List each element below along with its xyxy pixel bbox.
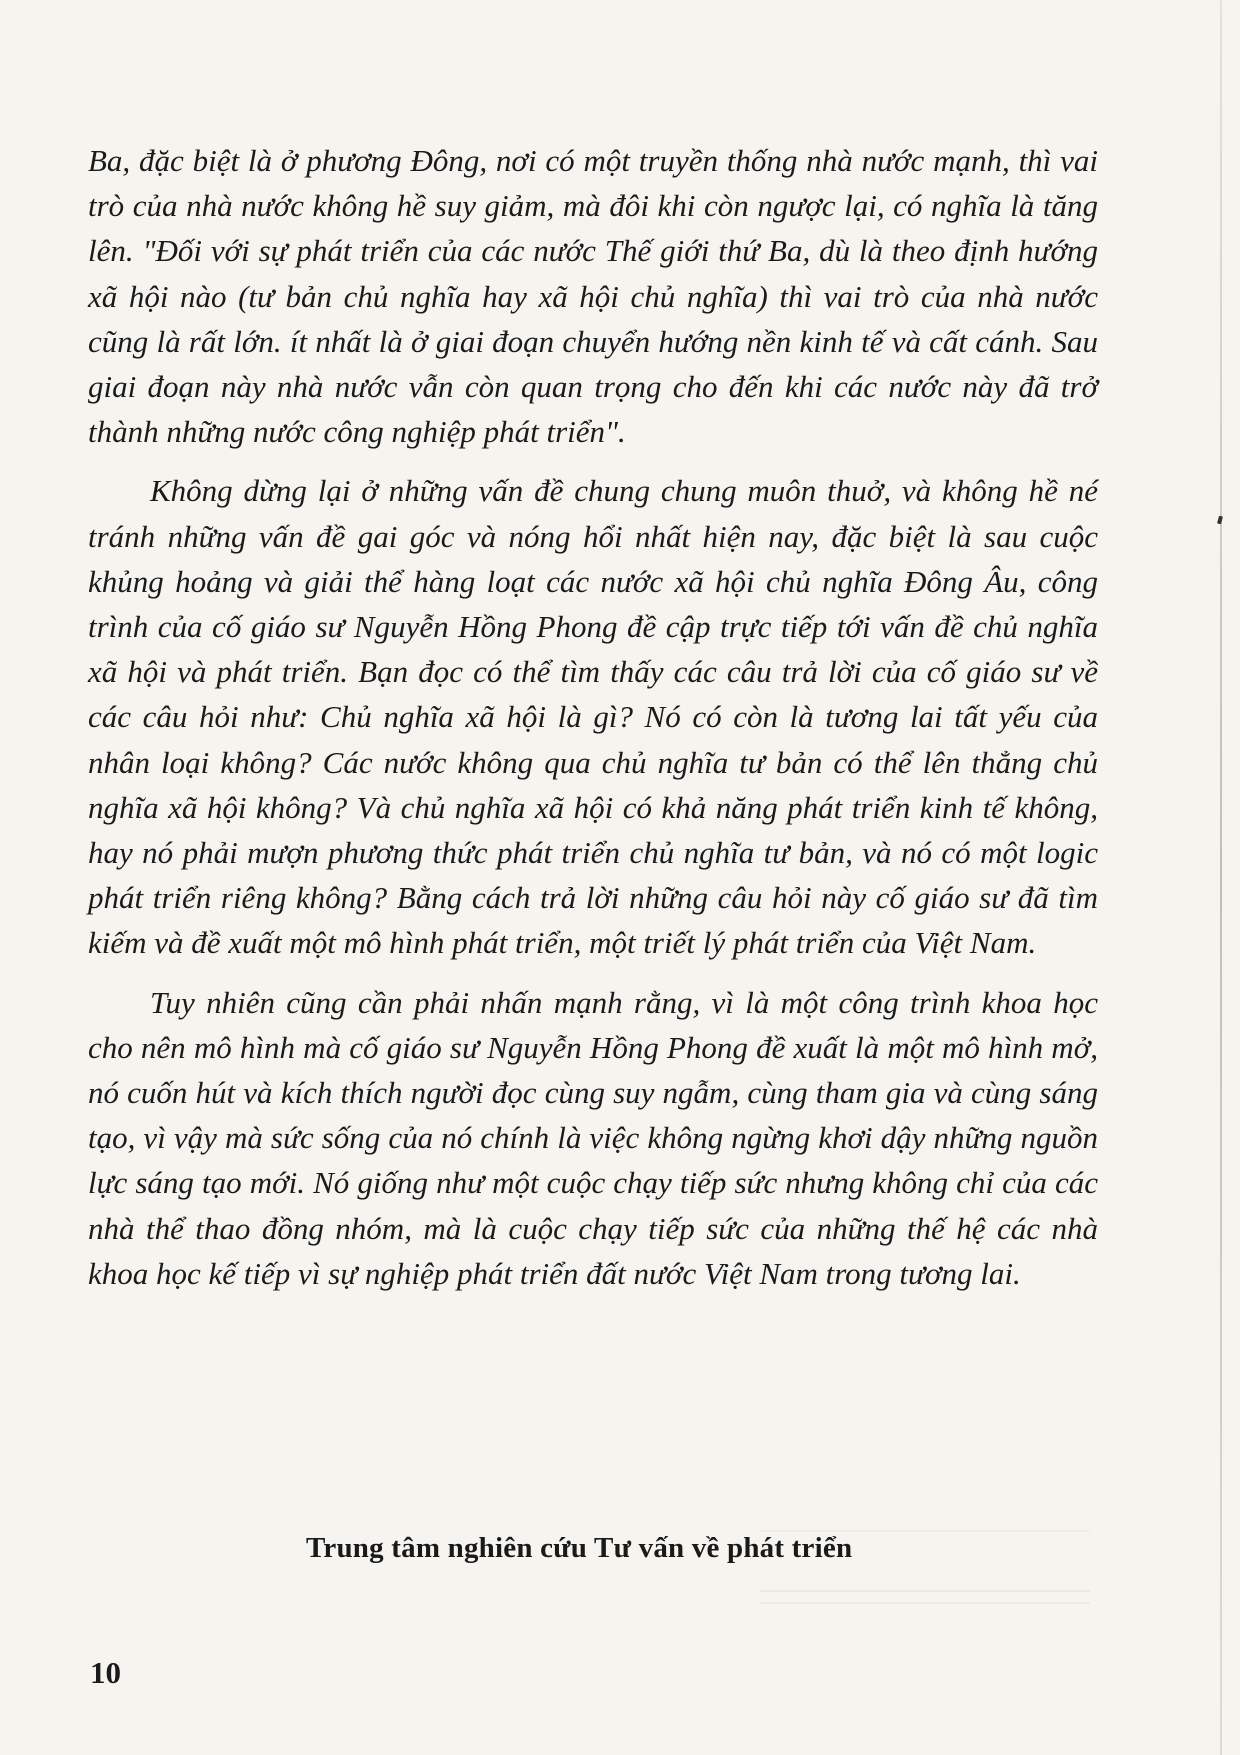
page-edge-shadow: [1220, 0, 1222, 1755]
paragraph-2: Không dừng lại ở những vấn đề chung chung muôn thuở, và không hề né tránh những vấn đề gai góc và nóng hổi nhất hiện nay, đặc biệt là sau cuộc khủng hoảng và giải thể hàng loạt các nước xã hội chủ nghĩa Đông Âu, công trình của cố giáo sư Nguyễn Hồng Phong đề cập trực tiếp tới vấn đề chủ nghĩa xã hội và phát triển. Bạn đọc có thể tìm thấy các câu trả lời của cố giáo sư về các câu hỏi như: Chủ nghĩa xã hội là gì? Nó có còn là tương lai tất yếu của nhân loại không? Các nước không qua chủ nghĩa tư bản có thể lên thẳng chủ nghĩa xã hội không? Và chủ nghĩa xã hội có khả năng phát triển kinh tế không, hay nó phải mượn phương thức phát triển chủ nghĩa tư bản, và nó có một logic phát triển riêng không? Bằng cách trả lời những câu hỏi này cố giáo sư đã tìm kiếm và đề xuất một mô hình phát triển, một triết lý phát triển của Việt Nam.: [88, 473, 1098, 961]
paragraph-3: Tuy nhiên cũng cần phải nhấn mạnh rằng, vì là một công trình khoa học cho nên mô hình mà cố giáo sư Nguyễn Hồng Phong đề xuất là một mô hình mở, nó cuốn hút và kích thích người đọc cùng suy ngẫm, cùng tham gia và cùng sáng tạo, vì vậy mà sức sống của nó chính là việc không ngừng khơi dậy những nguồn lực sáng tạo mới. Nó giống như một cuộc chạy tiếp sức nhưng không chỉ của các nhà thể thao đồng nhóm, mà là cuộc chạy tiếp sức của những thế hệ các nhà khoa học kế tiếp vì sự nghiệp phát triển đất nước Việt Nam trong tương lai.: [88, 984, 1098, 1291]
body-text: [88, 138, 1098, 1310]
paragraph-1: Ba, đặc biệt là ở phương Đông, nơi có một truyền thống nhà nước mạnh, thì vai trò của nhà nước không hề suy giảm, mà đôi khi còn ngược lại, có nghĩa là tăng lên. "Đối với sự phát triển của các nước Thế giới thứ Ba, dù là theo định hướng xã hội nào (tư bản chủ nghĩa hay xã hội chủ nghĩa) thì vai trò của nhà nước cũng là rất lớn. ít nhất là ở giai đoạn chuyển hướng nền kinh tế và cất cánh. Sau giai đoạn này nhà nước vẫn còn quan trọng cho đến khi các nước này đã trở thành những nước công nghiệp phát triển".: [88, 143, 1098, 450]
signature: Trung tâm nghiên cứu Tư vấn về phát triển: [306, 1532, 853, 1564]
page-number: 10: [90, 1655, 121, 1690]
bleed-through: [760, 1590, 1090, 1592]
scan-speck: [1217, 516, 1223, 525]
